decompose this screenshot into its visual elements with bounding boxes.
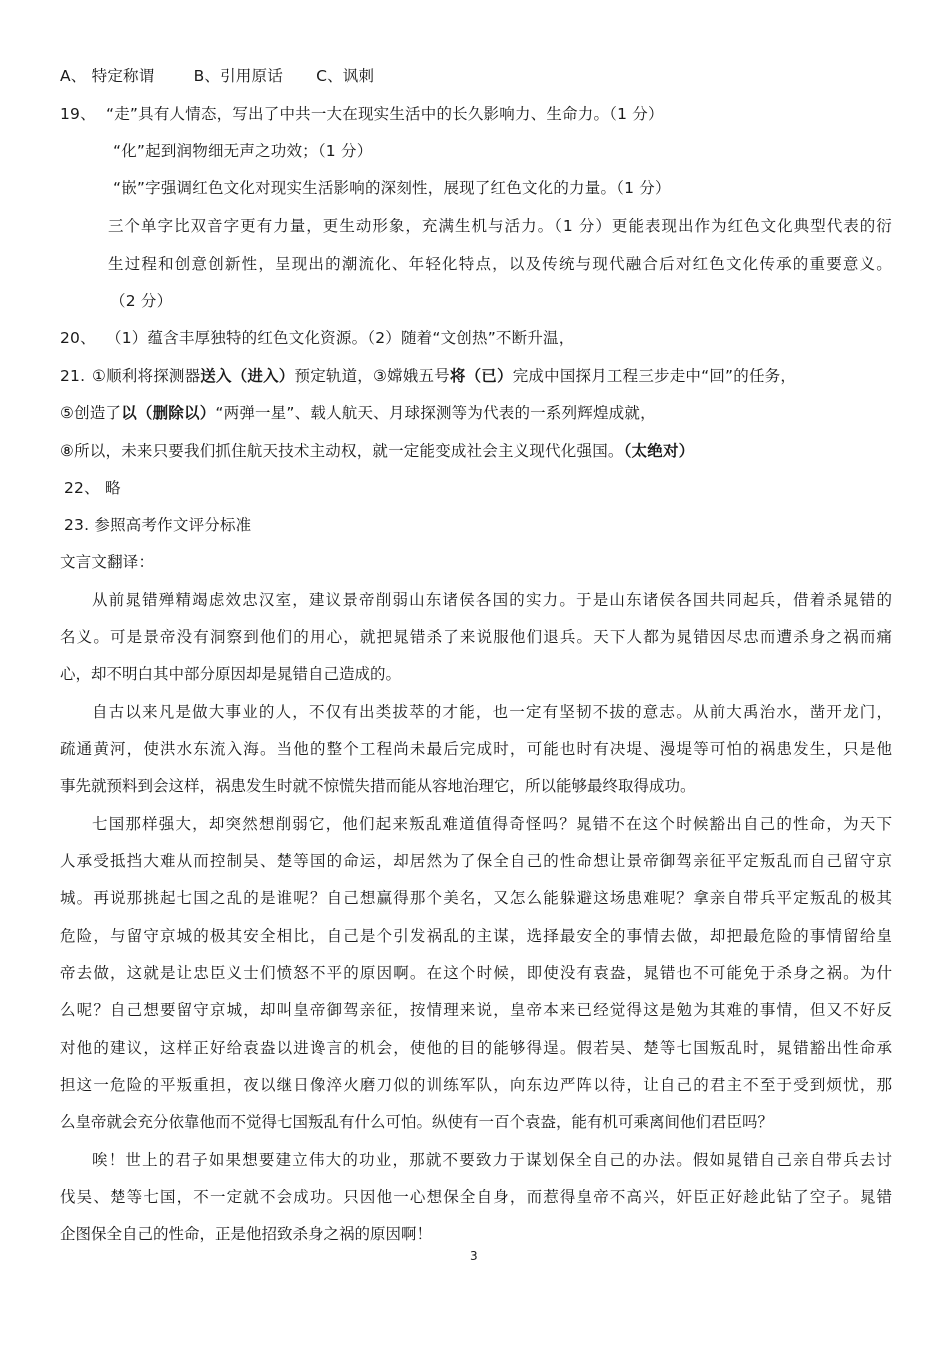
q19-line-2: “化”起到润物细无声之功效；（1 分） xyxy=(113,142,373,160)
paragraph-2-line: 事先就预料到会这样，祸患发生时就不惊慌失措而能从容地治理它，所以能够最终取得成功。 xyxy=(60,777,696,795)
q20-number: 20、 xyxy=(60,329,96,347)
q18-option-c: C、讽刺 xyxy=(316,67,375,85)
paragraph-4-line: 伐吴、楚等七国，不一定就不会成功。只因他一心想保全自身，而惹得皇帝不高兴，奸臣正好趁此钻了空子。晁错 xyxy=(60,1188,892,1206)
q21-line-1-text-e: 完成中国探月工程三步走中“回”的任务， xyxy=(512,367,797,385)
paragraph-3-line: 危险，与留守京城的极其安全相比，自己是个引发祸乱的主谋，选择最安全的事情去做，却把最危险的事情留给皇 xyxy=(60,927,892,945)
paragraph-3-line: 城。再说那挑起七国之乱的是谁呢？自己想赢得那个美名，又怎么能躲避这场患难呢？拿亲自带兵平定叛乱的极其 xyxy=(60,889,892,907)
page-number: 3 xyxy=(470,1249,478,1263)
q21-line-1-text-a: ①顺利将探测器 xyxy=(92,367,201,385)
paragraph-2-line: 疏通黄河，使洪水东流入海。当他的整个工程尚未最后完成时，可能也时有决堤、漫堤等可怕的祸患发生，只是他 xyxy=(60,740,892,758)
q21-line-3-text-a: ⑧所以，未来只要我们抓住航天技术主动权，就一定能变成社会主义现代化强国。 xyxy=(60,442,624,460)
paragraph-1-line: 名义。可是景帝没有洞察到他们的用心，就把晁错杀了来说服他们退兵。天下人都为晁错因尽忠而遭杀身之祸而痛 xyxy=(60,628,892,646)
q21-correction-4: （太绝对） xyxy=(623,442,695,460)
paragraph-3-line: 帝去做，这就是让忠臣义士们愤怒不平的原因啊。在这个时候，即使没有袁盎，晁错也不可能免于杀身之祸。为什 xyxy=(60,964,892,982)
q23-text: 23. 参照高考作文评分标准 xyxy=(64,516,252,534)
q19-line-6: （2 分） xyxy=(110,292,173,310)
paragraph-3-line: 七国那样强大，却突然想削弱它，他们起来叛乱难道值得奇怪吗？晁错不在这个时候豁出自己的性命，为天下 xyxy=(92,815,892,833)
paragraph-4-line: 企图保全自己的性命，正是他招致杀身之祸的原因啊！ xyxy=(60,1225,433,1243)
q22-text: 22、 略 xyxy=(64,479,121,497)
q21-line-2 xyxy=(60,403,656,423)
q19-number: 19、 xyxy=(60,105,96,123)
q21-number: 21. xyxy=(60,367,86,385)
paragraph-3-line: 担这一危险的平叛重担，夜以继日像淬火磨刀似的训练军队，向东边严阵以待，让自己的君主不至于受到烦忧，那 xyxy=(60,1076,892,1094)
q21-line-1 xyxy=(92,366,796,386)
paragraph-2-line: 自古以来凡是做大事业的人，不仅有出类拔萃的才能，也一定有坚韧不拔的意志。从前大禹治水，凿开龙门， xyxy=(92,703,892,721)
q21-correction-2: 将（已） xyxy=(449,367,513,385)
paragraph-1-line: 从前晁错殚精竭虑效忠汉室，建议景帝削弱山东诸侯各国的实力。于是山东诸侯各国共同起兵，借着杀晁错的 xyxy=(92,591,892,609)
translation-heading: 文言文翻译： xyxy=(60,553,155,571)
paragraph-3-line: 么皇帝就会充分依靠他而不觉得七国叛乱有什么可怕。纵使有一百个袁盎，能有机可乘离间他们君臣吗？ xyxy=(60,1113,774,1131)
q19-line-1: “走”具有人情态，写出了中共一大在现实生活中的长久影响力、生命力。（1 分） xyxy=(106,105,664,123)
q21-line-2-text-c: “两弹一星”、载人航天、月球探测等为代表的一系列辉煌成就， xyxy=(215,404,656,422)
q18-option-a: A、 特定称谓 xyxy=(60,67,155,85)
q21-line-2-text-a: ⑤创造了 xyxy=(60,404,122,422)
q18-option-b: B、引用原话 xyxy=(193,67,283,85)
paragraph-1-line: 心，却不明白其中部分原因却是晁错自己造成的。 xyxy=(60,665,402,683)
q19-line-4: 三个单字比双音字更有力量，更生动形象，充满生机与活力。（1 分）更能表现出作为红色文化典型代表的衍 xyxy=(108,217,892,235)
q21-correction-3: 以（删除以） xyxy=(121,404,216,422)
q20-text: （1）蕴含丰厚独特的红色文化资源。（2）随着“文创热”不断升温， xyxy=(106,329,575,347)
q21-line-1-text-c: 预定轨道，③嫦娥五号 xyxy=(294,367,450,385)
paragraph-3-line: 人承受抵挡大难从而控制吴、楚等国的命运，却居然为了保全自己的性命想让景帝御驾亲征平定叛乱而自己留守京 xyxy=(60,852,892,870)
q19-line-5: 生过程和创意创新性，呈现出的潮流化、年轻化特点，以及传统与现代融合后对红色文化传承的重要意义。 xyxy=(108,255,892,273)
q18-options xyxy=(60,66,374,86)
paragraph-3-line: 么呢？自己想要留守京城，却叫皇帝御驾亲征，按情理来说，皇帝本来已经觉得这是勉为其难的事情，但又不好反 xyxy=(60,1001,892,1019)
q21-line-3 xyxy=(60,441,694,461)
paragraph-3-line: 对他的建议，这样正好给袁盎以进谗言的机会，使他的目的能够得逞。假若吴、楚等七国叛乱时，晁错豁出性命承 xyxy=(60,1039,892,1057)
q19-line-3: “嵌”字强调红色文化对现实生活影响的深刻性，展现了红色文化的力量。（1 分） xyxy=(113,179,671,197)
q21-correction-1: 送入（进入） xyxy=(200,367,295,385)
paragraph-4-line: 唉！世上的君子如果想要建立伟大的功业，那就不要致力于谋划保全自己的办法。假如晁错自己亲自带兵去讨 xyxy=(92,1151,892,1169)
